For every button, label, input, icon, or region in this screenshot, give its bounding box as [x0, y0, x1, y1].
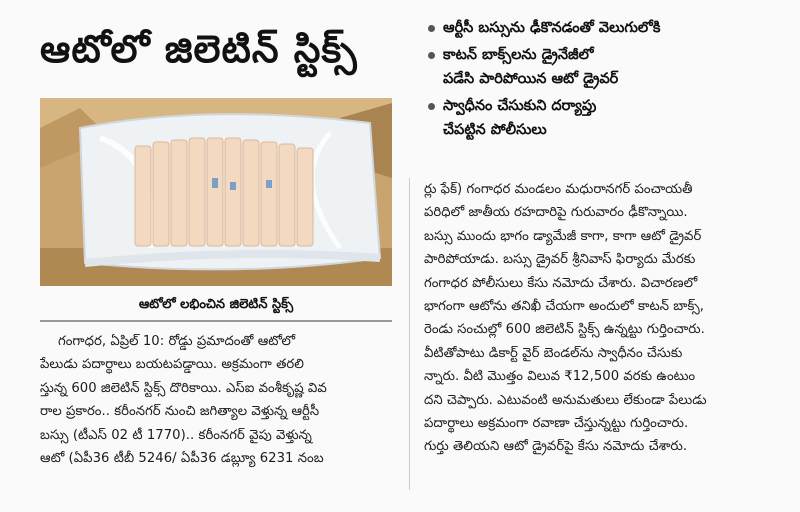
- article-line: గుర్తు తెలియని ఆటో డ్రైవర్‌పై కేసు నమోదు చేశారు.: [424, 439, 688, 455]
- bullet-icon: [428, 103, 435, 110]
- article-line: గంగాధర, ఏప్రిల్ 10: రోడ్డు ప్రమాదంతో ఆటోలో: [58, 334, 296, 349]
- bullet-icon: [428, 52, 435, 59]
- article-line: ర్లు ఫేక్) గంగాధర మండలం మధురానగర్ పంచాయతీ: [424, 182, 693, 197]
- highlight-line: ఆర్టీసీ బస్సును ఢీకొనడంతో వెలుగులోకి: [443, 20, 661, 36]
- gelatin-box-image: [40, 98, 392, 286]
- highlight-line: చేపట్టిన పోలీసులు: [443, 122, 547, 138]
- article-column-left: [40, 330, 396, 470]
- article-line: న్నారు. వీటి మొత్తం విలువ ₹12,500 వరకు ఉంటుం: [424, 369, 696, 385]
- article-column-right: [424, 178, 790, 459]
- highlight-line: పడేసి పారిపోయిన ఆటో డ్రైవర్: [443, 71, 619, 87]
- article-line: బస్సు ముందు భాగం డ్యామేజీ కాగా, కాగా ఆటో డ్రైవర్: [424, 228, 702, 244]
- article-line: ఆటో (ఏపీ36 టీబీ 5246/ ఏపీ36 డబ్ల్యూ 6231 నంబ: [40, 451, 324, 467]
- article-line: గంగాధర పోలీసులు కేసు నమోదు చేశారు. విచారణలో: [424, 275, 698, 291]
- article-line: పరిధిలో జాతీయ రహదారిపై గురువారం ఢీకొన్నాయి.: [424, 205, 688, 221]
- article-line: వీటితోపాటు డికార్ట్ వైర్ బెండల్‌ను స్వాధీనం చేసుకు: [424, 345, 683, 361]
- article-line: రెండు సంచుల్లో 600 జిలెటిన్ స్టిక్స్ ఉన్నట్టు గుర్తించారు.: [424, 322, 705, 338]
- article-line: రాల ప్రకారం.. కరీంనగర్ నుంచి జగిత్యాల వెళ్తున్న ఆర్టీసీ: [40, 404, 320, 420]
- article-line: పేలుడు పదార్థాలు బయటపడ్డాయి. అక్రమంగా తరలి: [40, 357, 304, 373]
- article-line: పారిపోయాడు. బస్సు డ్రైవర్ శ్రీనివాస్ ఫిర్యాదు మేరకు: [424, 252, 696, 268]
- column-divider: [409, 178, 410, 490]
- article-line: భాగంగా ఆటోను తనిఖీ చేయగా అందులో కాటన్ బాక్స్,: [424, 299, 705, 315]
- highlight-item: [428, 43, 788, 91]
- headline: ఆటోలో జిలెటిన్ స్టిక్స్: [40, 27, 358, 71]
- news-photo: [40, 98, 392, 286]
- bullet-icon: [428, 25, 435, 32]
- highlight-line: స్వాధీనం చేసుకుని దర్యాప్తు: [443, 98, 597, 114]
- article-line: బస్సు (టీఎస్ 02 టీ 1770).. కరీంనగర్ వైపు వెళ్తున్న: [40, 427, 312, 443]
- article-line: దని చెప్పారు. ఎటువంటి అనుమతులు లేకుండా పేలుడు: [424, 392, 707, 408]
- highlight-item: [428, 16, 788, 40]
- highlight-line: కాటన్ బాక్స్‌లను డ్రైనేజీలో: [443, 47, 594, 63]
- photo-caption: ఆటోలో లభించిన జిలెటిన్ స్టిక్స్: [40, 290, 392, 322]
- highlight-list: [428, 16, 788, 145]
- article-line: పదార్థాలు అక్రమంగా రవాణా చేస్తున్నట్టు గుర్తించారు.: [424, 416, 689, 432]
- article-line: స్తున్న 600 జిలెటిన్ స్టిక్స్ దొరికాయి. ఎస్ఐ వంశీకృష్ణ వివ: [40, 380, 327, 396]
- highlight-item: [428, 94, 788, 142]
